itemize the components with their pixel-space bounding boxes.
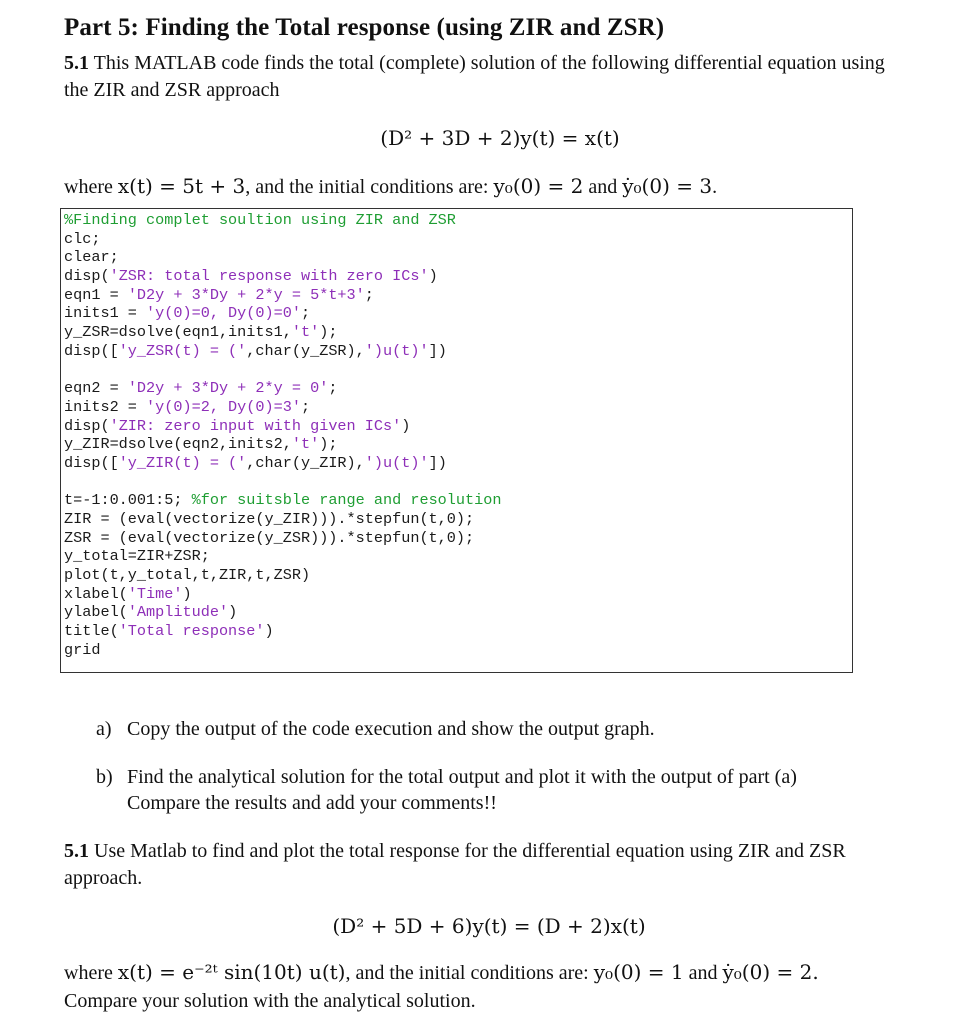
section2 [64, 838, 914, 1015]
and-word: and [683, 962, 723, 984]
code-line: ylabel('Amplitude') [64, 603, 238, 622]
question-text: Copy the output of the code execution and show the output graph. [127, 718, 655, 740]
code-line: clc; [64, 229, 101, 248]
section2-intro-text: Use Matlab to find and plot the total response for the differential equation using ZIR and ZSR approach. [64, 840, 846, 889]
code-line: disp('ZSR: total response with zero ICs') [64, 267, 438, 286]
code-line: %Finding complet soultion using ZIR and ZSR [64, 211, 456, 229]
code-line: eqn1 = 'D2y + 3*Dy + 2*y = 5*t+3'; [64, 285, 374, 304]
page-title: Part 5: Finding the Total response (using ZIR and ZSR) [64, 14, 665, 41]
code-line: y_ZIR=dsolve(eqn2,inits2,'t'); [64, 435, 338, 454]
section1-intro-text: This MATLAB code finds the total (complete) solution of the following differential equation using the ZIR and ZSR approach [64, 52, 885, 101]
code-line [64, 361, 852, 380]
initial-condition-2: ẏ₀(0) = 3 [622, 174, 713, 198]
code-line: disp('ZIR: zero input with given ICs') [64, 416, 411, 435]
conditions-prefix: where [64, 962, 118, 984]
initial-condition-1: y₀(0) = 1 [593, 960, 684, 984]
code-line: eqn2 = 'D2y + 3*Dy + 2*y = 0'; [64, 379, 338, 398]
question-text: Find the analytical solution for the total output and plot it with the output of part (a) Compare the results and add your comments!! [127, 766, 797, 814]
question-label: a) [96, 718, 112, 740]
conditions-mid: , and the initial conditions are: [345, 962, 594, 984]
end-dot: . [712, 176, 718, 198]
section1-intro [64, 50, 914, 104]
document-page [64, 12, 914, 201]
input-expression: x(t) = e⁻²ᵗ sin(10t) u(t) [117, 960, 346, 984]
code-line: y_ZSR=dsolve(eqn1,inits1,'t'); [64, 323, 338, 342]
equation-1: (D² + 3D + 2)y(t) = x(t) [380, 126, 620, 150]
conditions-prefix: where [64, 176, 118, 198]
code-line: ZSR = (eval(vectorize(y_ZSR))).*stepfun(t,0); [64, 528, 475, 547]
question-label: b) [96, 766, 113, 788]
matlab-code-block [60, 208, 853, 673]
questions-list [96, 716, 856, 838]
code-line: y_total=ZIR+ZSR; [64, 547, 210, 566]
initial-condition-2: ẏ₀(0) = 2. [722, 960, 819, 984]
code-line: title('Total response') [64, 622, 274, 641]
code-line: disp(['y_ZSR(t) = (',char(y_ZSR),')u(t)']) [64, 341, 447, 360]
question-b [96, 764, 856, 816]
equation-2: (D² + 5D + 6)y(t) = (D + 2)x(t) [332, 914, 646, 938]
code-line: xlabel('Time') [64, 584, 192, 603]
section1-number: 5.1 [64, 52, 89, 74]
question-a [96, 716, 856, 742]
code-line: grid [64, 640, 101, 659]
code-line [64, 473, 852, 492]
code-line: t=-1:0.001:5; %for suitsble range and resolution [64, 491, 502, 510]
code-line: inits2 = 'y(0)=2, Dy(0)=3'; [64, 397, 311, 416]
closing-text: Compare your solution with the analytical solution. [64, 990, 476, 1012]
input-expression: x(t) = 5t + 3 [117, 174, 246, 198]
section1-conditions [64, 172, 914, 201]
and-word: and [583, 176, 623, 198]
section2-number: 5.1 [64, 840, 89, 862]
section2-conditions [64, 958, 914, 1015]
code-line: clear; [64, 248, 119, 267]
code-line: plot(t,y_total,t,ZIR,t,ZSR) [64, 566, 311, 585]
code-line: disp(['y_ZIR(t) = (',char(y_ZIR),')u(t)']) [64, 453, 447, 472]
section2-intro [64, 838, 914, 892]
code-line: ZIR = (eval(vectorize(y_ZIR))).*stepfun(t,0); [64, 510, 475, 528]
conditions-mid: , and the initial conditions are: [245, 176, 494, 198]
code-line: inits1 = 'y(0)=0, Dy(0)=0'; [64, 304, 311, 323]
initial-condition-1: y₀(0) = 2 [493, 174, 584, 198]
